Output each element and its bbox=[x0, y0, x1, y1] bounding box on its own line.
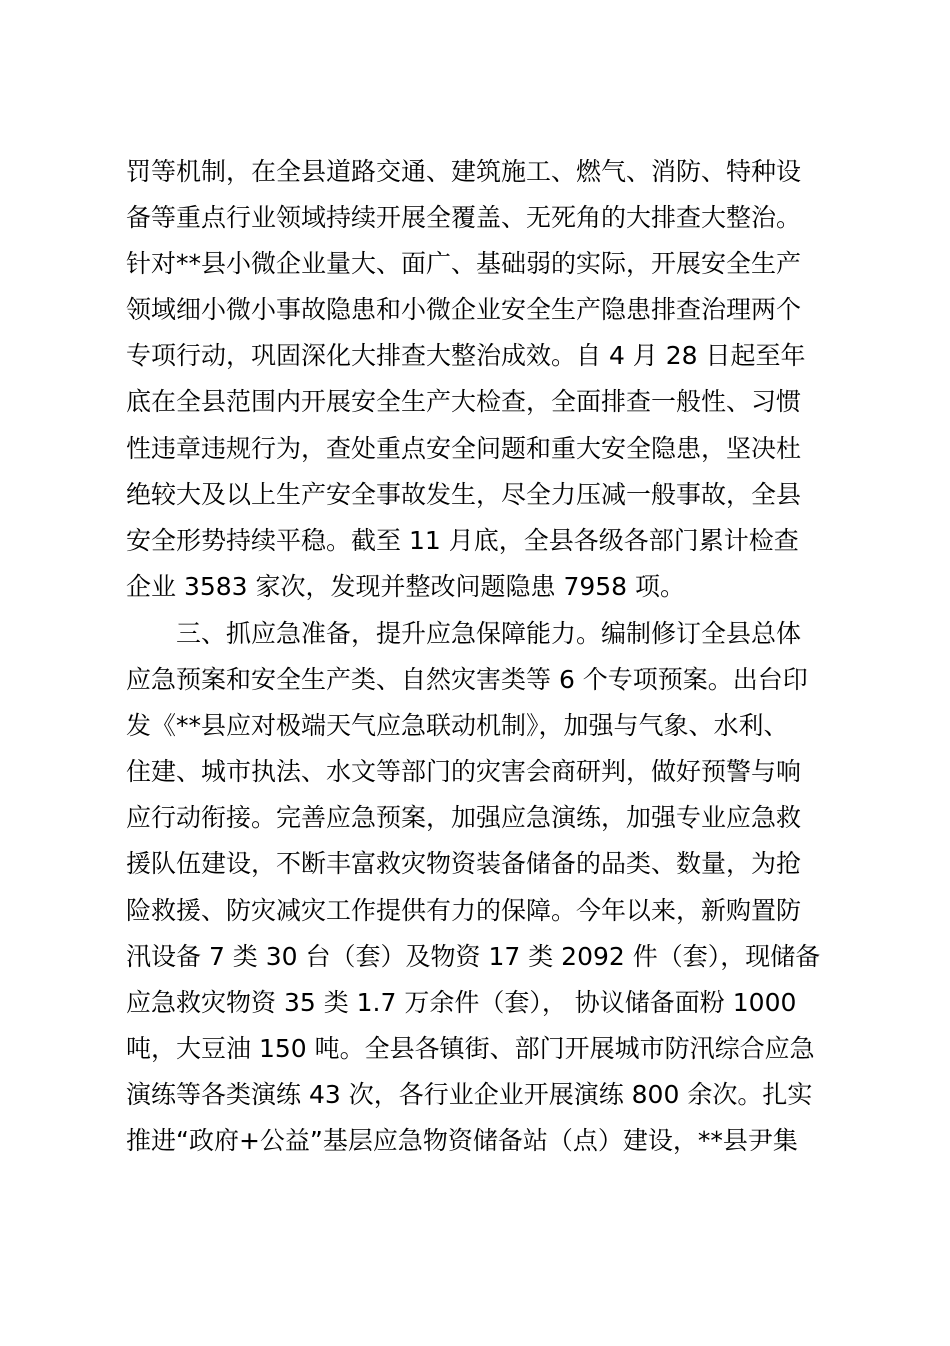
paragraph-line: 推进“政府+公益”基层应急物资储备站（点）建设，**县尹集 bbox=[126, 1126, 798, 1156]
paragraph-emergency-preparation bbox=[126, 611, 836, 1164]
paragraph-line: 发《**县应对极端天气应急联动机制》，加强与气象、水利、 bbox=[126, 711, 789, 741]
paragraph-line: 应急预案和安全生产类、自然灾害类等 6 个专项预案。出台印 bbox=[126, 665, 808, 695]
paragraph-line: 备等重点行业领域持续开展全覆盖、无死角的大排查大整治。 bbox=[126, 203, 802, 233]
paragraph-line: 住建、城市执法、水文等部门的灾害会商研判，做好预警与响 bbox=[126, 757, 802, 787]
paragraph-safety-inspection bbox=[126, 149, 836, 610]
paragraph-line: 绝较大及以上生产安全事故发生，尽全力压减一般事故，全县 bbox=[126, 479, 802, 509]
paragraph-line: 汛设备 7 类 30 台（套）及物资 17 类 2092 件（套），现储备 bbox=[126, 941, 821, 971]
paragraph-line: 应行动衔接。完善应急预案，加强应急演练，加强专业应急救 bbox=[126, 803, 802, 833]
paragraph-line: 安全形势持续平稳。截至 11 月底，全县各级各部门累计检查 bbox=[126, 525, 799, 555]
paragraph-line: 应急救灾物资 35 类 1.7 万余件（套）， 协议储备面粉 1000 bbox=[126, 987, 797, 1017]
paragraph-line: 罚等机制，在全县道路交通、建筑施工、燃气、消防、特种设 bbox=[126, 157, 802, 186]
paragraph-line: 险救援、防灾减灾工作提供有力的保障。今年以来，新购置防 bbox=[126, 895, 802, 925]
paragraph-line: 演练等各类演练 43 次，各行业企业开展演练 800 余次。扎实 bbox=[126, 1079, 813, 1109]
paragraph-line: 援队伍建设，不断丰富救灾物资装备储备的品类、数量，为抢 bbox=[126, 849, 802, 879]
paragraph-line: 专项行动，巩固深化大排查大整治成效。自 4 月 28 日起至年 bbox=[126, 341, 806, 371]
paragraph-line: 企业 3583 家次，发现并整改问题隐患 7958 项。 bbox=[126, 571, 686, 601]
section-heading-line: 三、抓应急准备，提升应急保障能力。编制修订全县总体 bbox=[176, 619, 802, 648]
paragraph-line: 底在全县范围内开展安全生产大检查，全面排查一般性、习惯 bbox=[126, 387, 802, 417]
paragraph-line: 针对**县小微企业量大、面广、基础弱的实际，开展安全生产 bbox=[126, 249, 802, 279]
paragraph-line: 性违章违规行为，查处重点安全问题和重大安全隐患，坚决杜 bbox=[126, 433, 802, 463]
paragraph-line: 吨，大豆油 150 吨。全县各镇街、部门开展城市防汛综合应急 bbox=[126, 1033, 815, 1063]
paragraph-line: 领域细小微小事故隐患和小微企业安全生产隐患排查治理两个 bbox=[126, 295, 802, 325]
